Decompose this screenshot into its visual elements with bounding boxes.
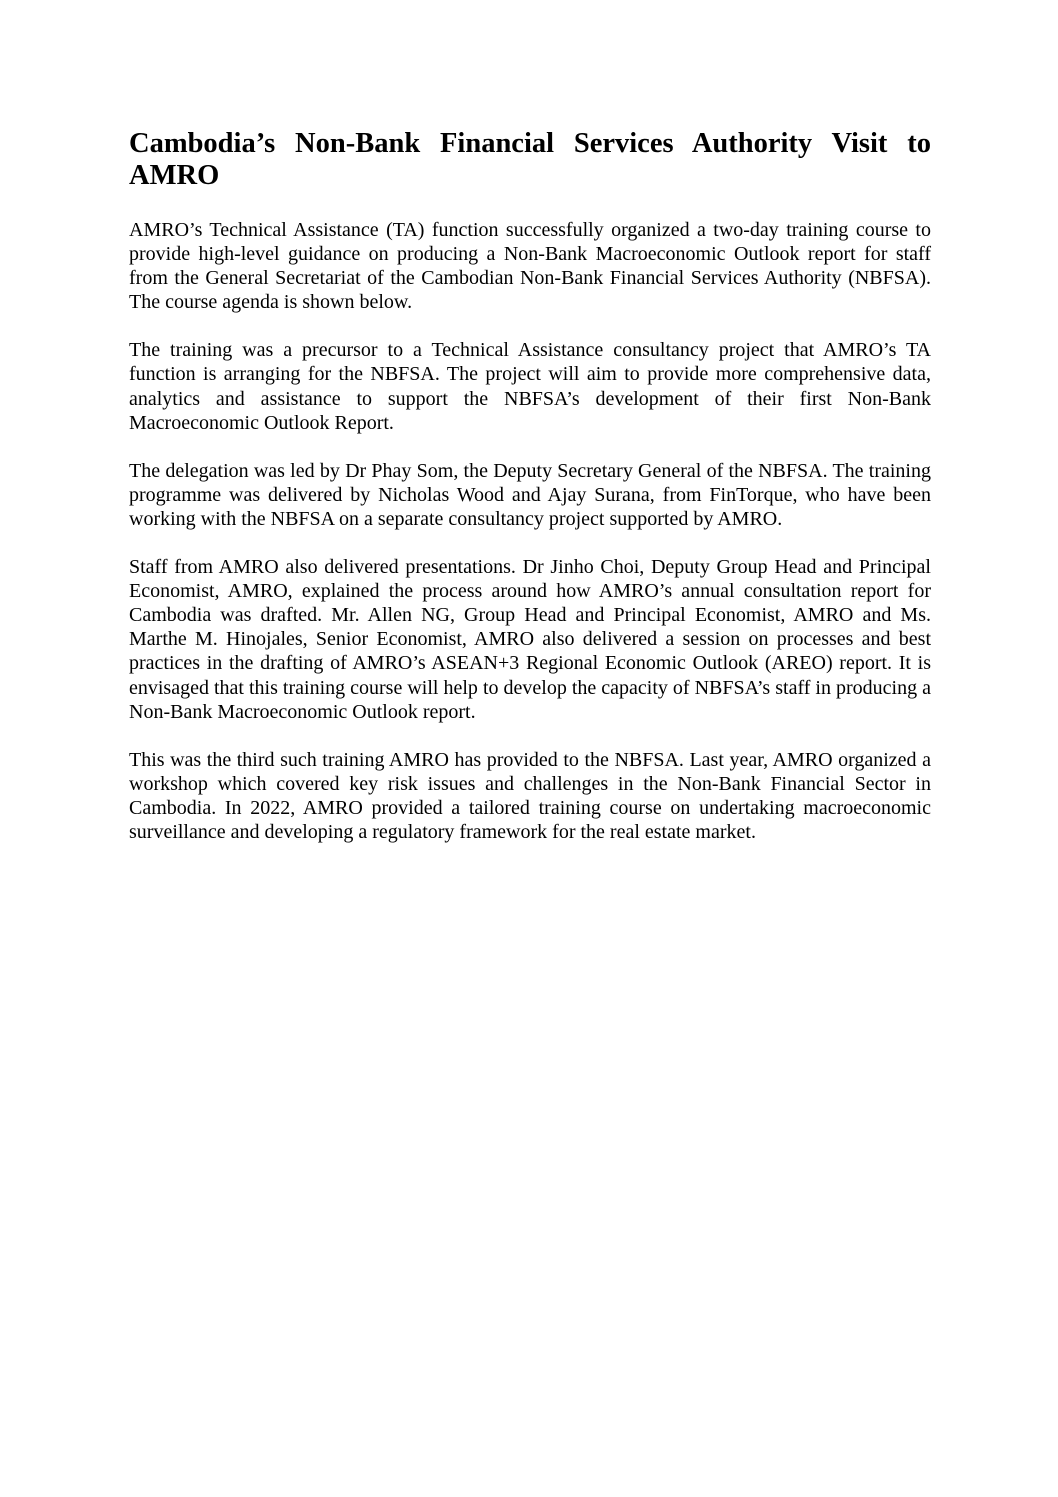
paragraph-intro: AMRO’s Technical Assistance (TA) function successfully organized a two-day training course to provide high-level guidance on producing a Non-Bank Macroeconomic Outlook report for staff from the General Secretariat of the Cambodian Non-Bank Financial Services Authority (NBFSA). The course agenda is shown below. bbox=[129, 219, 931, 314]
paragraph-precursor: The training was a precursor to a Technical Assistance consultancy project that AMRO’s TA function is arranging for the NBFSA. The project will aim to provide more comprehensive data, analytics and assistance to support the NBFSA’s development of their first Non-Bank Macroeconomic Outlook Report. bbox=[129, 339, 931, 434]
paragraph-delegation: The delegation was led by Dr Phay Som, the Deputy Secretary General of the NBFSA. The training programme was delivered by Nicholas Wood and Ajay Surana, from FinTorque, who have been working with the NBFSA on a separate consultancy project supported by AMRO. bbox=[129, 459, 931, 530]
document-title: Cambodia’s Non-Bank Financial Services Authority Visit to AMRO bbox=[129, 128, 931, 191]
paragraph-history: This was the third such training AMRO has provided to the NBFSA. Last year, AMRO organized a workshop which covered key risk issues and challenges in the Non-Bank Financial Sector in Cambodia. In 2022, AMRO provided a tailored training course on undertaking macroeconomic surveillance and developing a regulatory framework for the real estate market. bbox=[129, 748, 931, 843]
paragraph-presentations: Staff from AMRO also delivered presentations. Dr Jinho Choi, Deputy Group Head and Principal Economist, AMRO, explained the process around how AMRO’s annual consultation report for Cambodia was drafted. Mr. Allen NG, Group Head and Principal Economist, AMRO and Ms. Marthe M. Hinojales, Senior Economist, AMRO also delivered a session on processes and best practices in the drafting of AMRO’s ASEAN+3 Regional Economic Outlook (AREO) report. It is envisaged that this training course will help to develop the capacity of NBFSA’s staff in producing a Non-Bank Macroeconomic Outlook report. bbox=[129, 556, 931, 723]
document-body bbox=[129, 128, 931, 868]
